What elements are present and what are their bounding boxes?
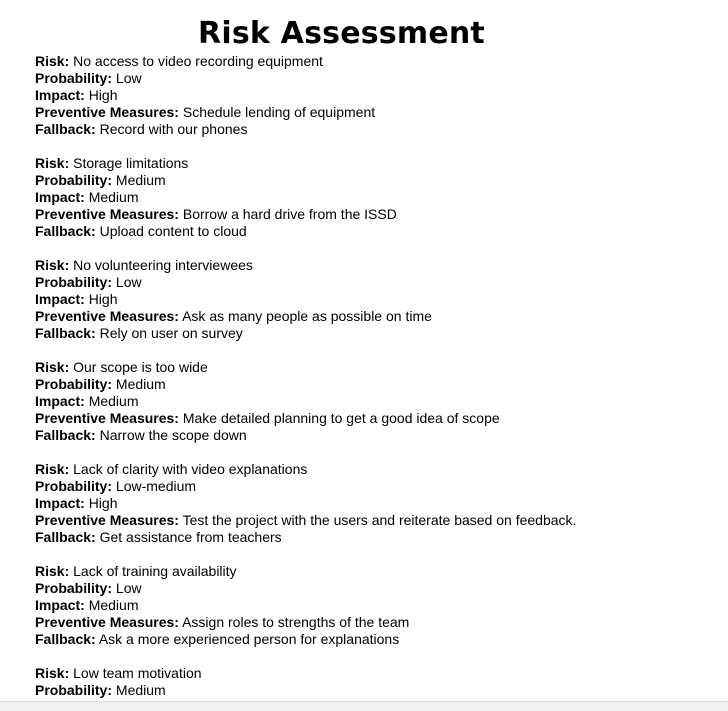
fallback-value: Record with our phones — [99, 121, 248, 137]
preventive-line — [35, 206, 715, 223]
risk-value: Lack of training availability — [73, 563, 237, 579]
impact-label: Impact: — [35, 597, 85, 613]
preventive-line — [35, 410, 715, 427]
impact-label: Impact: — [35, 291, 85, 307]
impact-line — [35, 495, 715, 512]
risk-item — [35, 53, 715, 138]
fallback-label: Fallback: — [35, 121, 96, 137]
probability-value: Low — [115, 70, 142, 86]
probability-line — [35, 70, 715, 87]
preventive-label: Preventive Measures: — [35, 308, 179, 324]
risk-label: Risk: — [35, 461, 70, 477]
fallback-line — [35, 529, 715, 546]
preventive-value: Make detailed planning to get a good idea of scope — [182, 410, 500, 426]
preventive-line — [35, 104, 715, 121]
fallback-value: Ask a more experienced person for explanations — [98, 631, 400, 647]
risk-item — [35, 155, 715, 240]
preventive-value: Assign roles to strengths of the team — [182, 614, 410, 630]
risk-value: No access to video recording equipment — [73, 53, 323, 69]
risk-line — [35, 53, 715, 70]
impact-line — [35, 393, 715, 410]
preventive-line — [35, 614, 715, 631]
risk-item — [35, 563, 715, 648]
impact-line — [35, 597, 715, 614]
probability-value: Medium — [115, 376, 166, 392]
preventive-label: Preventive Measures: — [35, 512, 179, 528]
probability-label: Probability: — [35, 70, 113, 86]
probability-line — [35, 580, 715, 597]
risk-value: No volunteering interviewees — [73, 257, 253, 273]
risk-item — [35, 359, 715, 444]
impact-value: Medium — [88, 189, 139, 205]
preventive-label: Preventive Measures: — [35, 206, 179, 222]
probability-label: Probability: — [35, 682, 113, 698]
probability-label: Probability: — [35, 172, 113, 188]
risk-value: Low team motivation — [73, 665, 202, 681]
fallback-label: Fallback: — [35, 427, 96, 443]
risk-line — [35, 665, 715, 682]
risk-label: Risk: — [35, 665, 70, 681]
risk-label: Risk: — [35, 257, 70, 273]
probability-label: Probability: — [35, 580, 113, 596]
impact-value: High — [88, 87, 118, 103]
fallback-label: Fallback: — [35, 325, 96, 341]
risk-value: Our scope is too wide — [73, 359, 208, 375]
page-title: Risk Assessment — [198, 16, 485, 51]
probability-value: Low — [115, 580, 142, 596]
impact-label: Impact: — [35, 189, 85, 205]
probability-line — [35, 274, 715, 291]
risk-label: Risk: — [35, 563, 70, 579]
impact-label: Impact: — [35, 393, 85, 409]
risk-item — [35, 665, 715, 699]
preventive-label: Preventive Measures: — [35, 614, 179, 630]
fallback-line — [35, 121, 715, 138]
risk-line — [35, 461, 715, 478]
preventive-line — [35, 512, 715, 529]
impact-label: Impact: — [35, 495, 85, 511]
probability-line — [35, 376, 715, 393]
impact-line — [35, 291, 715, 308]
probability-value: Low-medium — [115, 478, 197, 494]
probability-value: Medium — [115, 172, 166, 188]
risk-list — [35, 53, 715, 701]
risk-item — [35, 461, 715, 546]
fallback-line — [35, 325, 715, 342]
probability-line — [35, 172, 715, 189]
preventive-value: Ask as many people as possible on time — [182, 308, 432, 324]
fallback-label: Fallback: — [35, 631, 96, 647]
risk-label: Risk: — [35, 359, 70, 375]
preventive-value: Borrow a hard drive from the ISSD — [182, 206, 397, 222]
probability-line — [35, 478, 715, 495]
risk-item — [35, 257, 715, 342]
fallback-value: Narrow the scope down — [99, 427, 247, 443]
preventive-value: Schedule lending of equipment — [182, 104, 376, 120]
fallback-value: Rely on user on survey — [99, 325, 243, 341]
probability-value: Medium — [115, 682, 166, 698]
fallback-label: Fallback: — [35, 223, 96, 239]
fallback-line — [35, 223, 715, 240]
fallback-line — [35, 631, 715, 648]
impact-label: Impact: — [35, 87, 85, 103]
probability-label: Probability: — [35, 478, 113, 494]
risk-line — [35, 257, 715, 274]
risk-line — [35, 563, 715, 580]
preventive-label: Preventive Measures: — [35, 104, 179, 120]
fallback-line — [35, 427, 715, 444]
probability-label: Probability: — [35, 274, 113, 290]
fallback-value: Upload content to cloud — [99, 223, 247, 239]
risk-line — [35, 155, 715, 172]
impact-value: High — [88, 495, 118, 511]
impact-line — [35, 87, 715, 104]
risk-value: Storage limitations — [73, 155, 189, 171]
risk-label: Risk: — [35, 155, 70, 171]
risk-value: Lack of clarity with video explanations — [73, 461, 308, 477]
probability-label: Probability: — [35, 376, 113, 392]
impact-value: Medium — [88, 597, 139, 613]
impact-value: Medium — [88, 393, 139, 409]
risk-line — [35, 359, 715, 376]
fallback-value: Get assistance from teachers — [99, 529, 282, 545]
preventive-line — [35, 308, 715, 325]
preventive-label: Preventive Measures: — [35, 410, 179, 426]
fallback-label: Fallback: — [35, 529, 96, 545]
impact-value: High — [88, 291, 118, 307]
probability-line — [35, 682, 715, 699]
preventive-value: Test the project with the users and reiterate based on feedback. — [182, 512, 577, 528]
probability-value: Low — [115, 274, 142, 290]
impact-line — [35, 189, 715, 206]
risk-label: Risk: — [35, 53, 70, 69]
